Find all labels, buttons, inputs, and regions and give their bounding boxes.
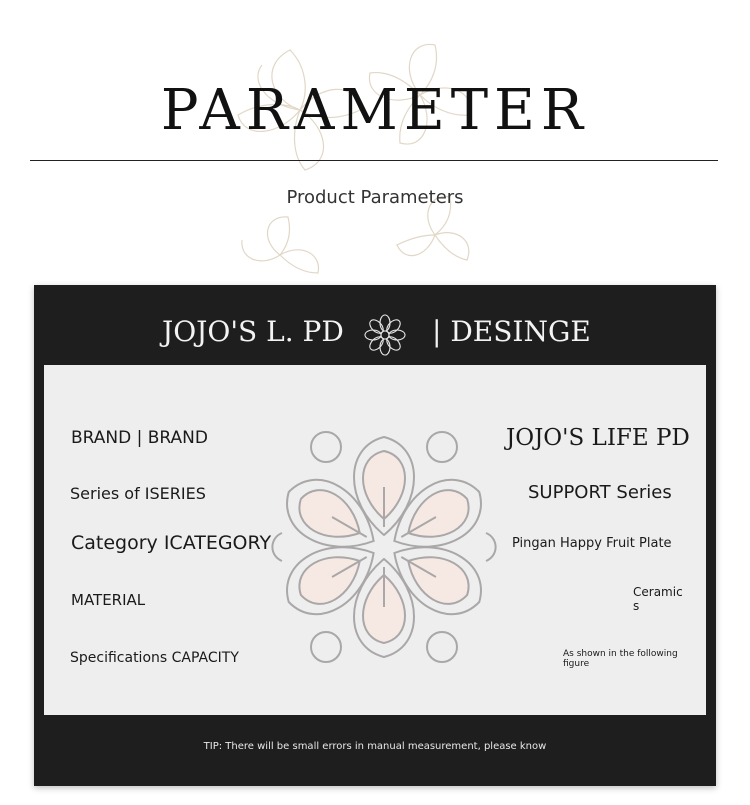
plate-flower-icon xyxy=(264,427,504,667)
page-title: PARAMETER xyxy=(160,78,590,143)
param-label-specifications: Specifications CAPACITY xyxy=(70,650,239,666)
param-value-series: SUPPORT Series xyxy=(528,482,672,503)
param-value-material: Ceramics xyxy=(633,585,683,613)
param-label-category: Category ICATEGORY xyxy=(71,532,272,554)
brand-name-left: JOJO'S L. PD xyxy=(162,315,344,348)
flower-logo-icon xyxy=(361,311,409,359)
param-label-series: Series of ISERIES xyxy=(70,484,206,503)
brand-name-right: | DESINGE xyxy=(432,315,591,348)
card-brand-bar xyxy=(34,311,716,355)
param-label-material: MATERIAL xyxy=(71,591,146,609)
blossom-background-illustration xyxy=(220,20,510,290)
param-value-specifications: As shown in the following figure xyxy=(563,649,678,669)
page-subtitle: Product Parameters xyxy=(286,187,464,208)
title-divider xyxy=(30,160,718,161)
param-value-category: Pingan Happy Fruit Plate xyxy=(512,536,672,551)
measurement-tip: TIP: There will be small errors in manual measurement, please know xyxy=(203,741,547,752)
param-label-brand: BRAND | BRAND xyxy=(71,428,208,448)
parameter-card xyxy=(34,285,716,786)
param-value-brand: JOJO'S LIFE PD xyxy=(506,425,690,451)
parameter-panel xyxy=(44,365,706,715)
